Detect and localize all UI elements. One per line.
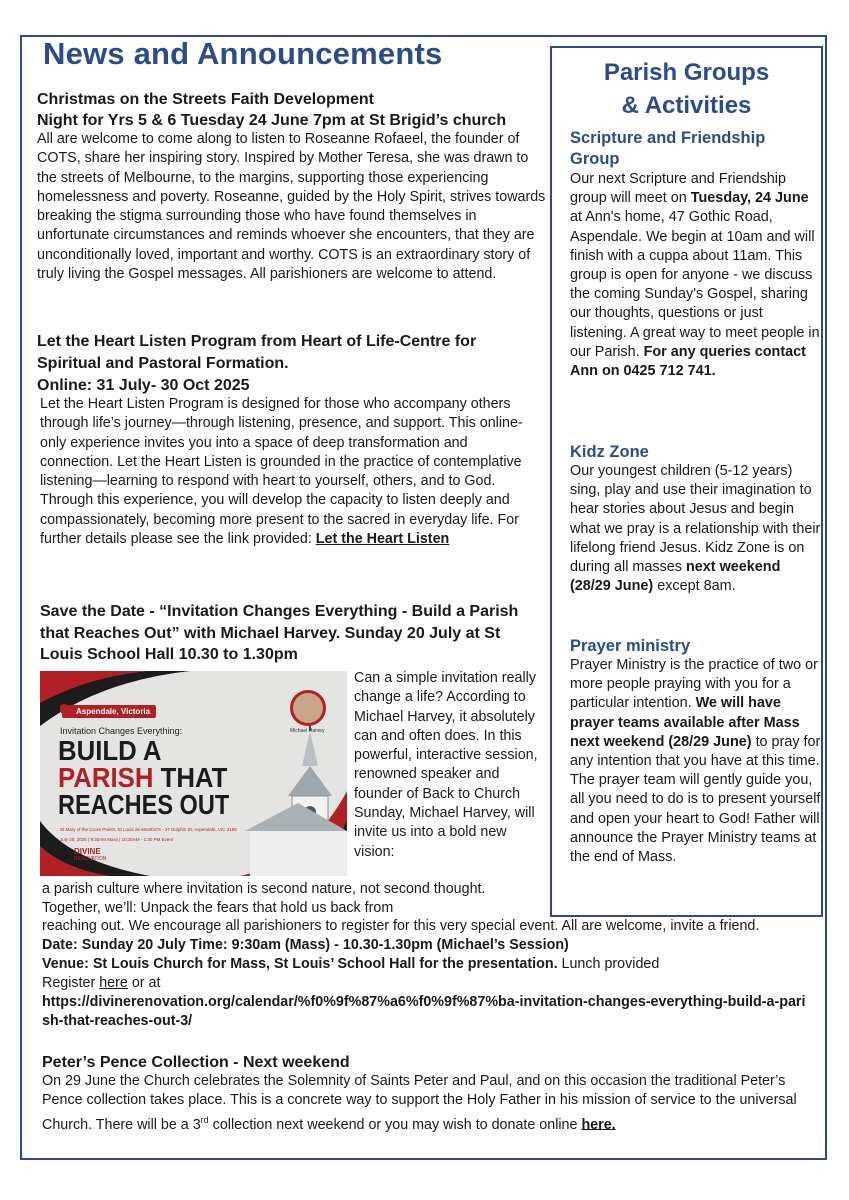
scripture-contact: For any queries contact Ann on 0425 712 741.: [570, 343, 806, 380]
heart-link[interactable]: Let the Heart Listen: [315, 531, 450, 548]
prayer-text-1: Prayer Ministry is the practice of two or more people praying with you for a particular intention.: [570, 657, 818, 712]
promo-subtitle: Invitation Changes Everything:: [60, 726, 183, 736]
kidz-date: next weekend (28/29 June): [570, 559, 781, 595]
cots-heading-1: Christmas on the Streets Faith Development: [37, 91, 374, 108]
promo-line-2: [58, 764, 227, 792]
scripture-date: Tuesday, 24 June: [690, 190, 809, 207]
prayer-heading: Prayer ministry: [570, 637, 691, 655]
scripture-text-1: Our next Scripture and Friendship group will meet on: [570, 171, 786, 207]
prayer-body: [570, 656, 822, 867]
heart-dates: Online: 31 July- 30 Oct 2025: [37, 377, 250, 394]
peters-pence-heading: Peter’s Pence Collection - Next weekend: [42, 1054, 350, 1071]
scripture-body: [570, 170, 822, 381]
peters-pence-text-2: collection next weekend or you may wish to donate online: [212, 1116, 578, 1133]
kidz-body: [570, 462, 822, 596]
promo-venue: St Mary of the Cross Parish, St Louis de Montfort's - 37 Dolphin St, Aspendale, VIC 3195: [60, 827, 237, 832]
sidebar-title: [552, 56, 821, 122]
scripture-heading: Scripture and Friendship Group: [570, 129, 766, 168]
invite-venue-line: [42, 955, 812, 974]
page-title: News and Announcements: [43, 36, 443, 71]
prayer-text-2: to pray for any intention that you have at this time. The prayer team will gently guide you, all you need to do is to present yourself and open your heart to God! Father will announce the Prayer Ministry teams at the end of Mass.: [570, 733, 821, 866]
sidebar-title-line-2: & Activities: [621, 92, 752, 119]
heart-heading: Let the Heart Listen Program from Heart of Life-Centre for Spiritual and Pastoral Formation.: [37, 333, 477, 372]
scripture-text-2: at Ann's home, 47 Gothic Road, Aspendale. We begin at 10am and will finish with a cuppa about 11am. This group is open for anyone - we discuss the coming Sunday's Gospel, sharing our thoughts, questions or just listening. A great way to meet people in our Parish.: [570, 209, 820, 360]
register-prefix: Register: [42, 975, 96, 991]
parish-groups-sidebar: [550, 46, 823, 917]
cots-heading-2: Night for Yrs 5 & 6 Tuesday 24 June 7pm at St Brigid’s church: [37, 112, 507, 129]
register-url[interactable]: https://divinerenovation.org/calendar/%f0%9f%87%a6%f0%9f%87%ba-invitation-changes-everything-build-a-parish-that-reaches-out-3/: [42, 994, 806, 1030]
invite-lunch: Lunch provided: [561, 956, 660, 972]
prayer-teams: We will have prayer teams available after Mass next weekend (28/29 June): [570, 695, 800, 750]
promo-line-1: BUILD A: [58, 735, 162, 766]
invite-body-cont-2: reaching out. We encourage all parishioners to register for this very special event. All are welcome, invite a friend.: [42, 918, 760, 934]
sidebar-title-line-1: Parish Groups: [603, 59, 770, 86]
kidz-text-2: except 8am.: [657, 578, 736, 595]
promo-time: July 20, 2025 | 9:30AM Mass | 10:30AM - 1:30 PM Event: [60, 837, 174, 842]
kidz-heading: Kidz Zone: [570, 443, 649, 461]
peters-pence-sup: rd: [200, 1114, 209, 1125]
promo-logo-2: RENOVATION: [74, 856, 107, 862]
kidz-text-1: Our youngest children (5-12 years) sing, play and use their imagination to hear stories about Jesus and begin what we pray is a relationship with their lifelong friend Jesus. Kidz Zone is on during all masses: [570, 463, 821, 576]
peters-pence-body: [42, 1072, 802, 1135]
promo-logo-1: DIVINE: [74, 847, 101, 856]
invite-date: Date: Sunday 20 July Time: 9:30am (Mass) - 10.30-1.30pm (Michael’s Session): [42, 937, 569, 953]
register-here-link[interactable]: here: [99, 975, 128, 991]
promo-banner-image: [40, 671, 347, 876]
heart-body: [40, 395, 525, 549]
promo-location: Aspendale, Victoria: [62, 705, 156, 718]
promo-speaker: Michael Harvey: [290, 728, 325, 734]
invite-body-side: Can a simple invitation really change a life? According to Michael Harvey, it absolutely can and often does. In this powerful, interactive session, renowned speaker and founder of Back to Church Sunday, Michael Harvey, will invite us into a bold new vision:: [354, 670, 538, 860]
invite-register-line: [42, 974, 812, 993]
promo-line-2-that: THAT: [160, 762, 228, 793]
donate-online-link[interactable]: here.: [581, 1116, 616, 1133]
invite-heading: Save the Date - “Invitation Changes Everything - Build a Parish that Reaches Out” with Michael Harvey. Sunday 20 July at St Louis School Hall 10.30 to 1.30pm: [40, 603, 519, 663]
promo-line-3: REACHES OUT: [58, 789, 230, 820]
invite-body-cont-1: a parish culture where invitation is second nature, not second thought. Together, we’ll: Unpack the fears that hold us back from: [42, 881, 486, 917]
register-or-at: or at: [131, 975, 161, 991]
heart-body-text: Let the Heart Listen Program is designed for those who accompany others through life’s journey—through listening, presence, and support. This online-only experience invites you into a space of deep transformation and connection. Let the Heart Listen is grounded in the practice of contemplative listening—learning to respond with heart to yourself, others, and to God. Through this experience, you will develop the capacity to listen deeply and compassionately, becoming more present to the sacred in everyday life. For further details please see the link provided:: [40, 396, 523, 548]
peters-pence-text-1: On 29 June the Church celebrates the Solemnity of Saints Peter and Paul, and on this occasion the traditional Peter’s Pence collection takes place. This is a concrete way to support the Holy Father in his mission of service to the universal Church. There will be a 3: [42, 1073, 797, 1133]
invite-venue: Venue: St Louis Church for Mass, St Louis’ School Hall for the presentation.: [42, 956, 558, 972]
promo-line-2-parish: PARISH: [58, 762, 154, 793]
cots-body: All are welcome to come along to listen to Roseanne Rofaeel, the founder of COTS, share her inspiring story. Inspired by Mother Teresa, she was drawn to the streets of Melbourne, to the margins, supporting those experiencing homelessness and poverty. Roseanne, guided by the Holy Spirit, strives towards breaking the stigma surrounding those who have found themselves in unfortunate circumstances and reminds whoever she encounters, that they are unconditionally loved, important and worthy. COTS is an extraordinary story of truly living the Gospel messages. All parishioners are welcome to attend.: [37, 131, 546, 283]
